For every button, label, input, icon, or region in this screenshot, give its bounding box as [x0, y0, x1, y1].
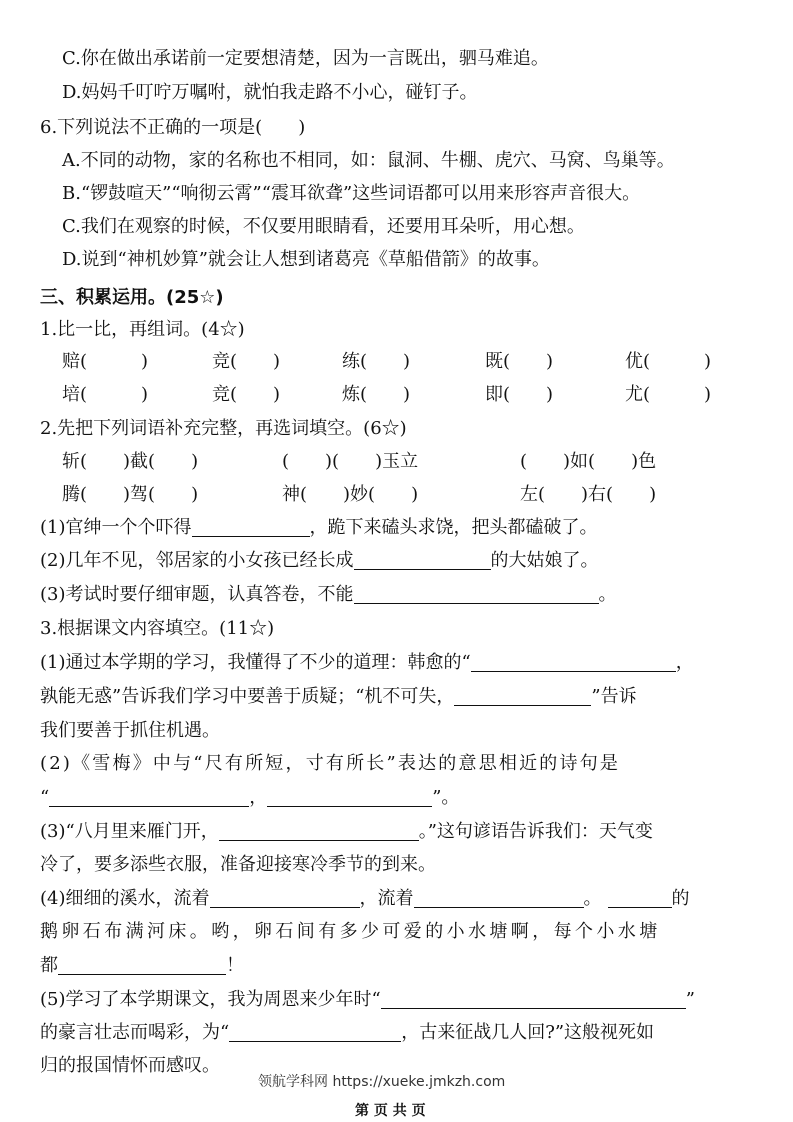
part2-idiom: 斩( )截( ) — [62, 451, 199, 472]
part2-idiom: ( )( )玉立 — [282, 451, 419, 472]
page-number: 第 页 共 页 — [355, 1103, 426, 1119]
q6-option-c: C.我们在观察的时候，不仅要用眼睛看，还要用耳朵听，用心想。 — [62, 216, 585, 237]
answer-blank[interactable] — [414, 887, 584, 908]
answer-blank[interactable] — [354, 583, 599, 604]
answer-blank[interactable] — [608, 887, 672, 908]
part2-idiom: 神( )妙( ) — [282, 484, 419, 505]
part1-item: 即( ) — [485, 384, 554, 405]
part1-stem: 1.比一比，再组词。(4☆) — [40, 319, 245, 340]
answer-blank[interactable] — [381, 988, 686, 1009]
q6-stem: 6.下列说法不正确的一项是( ) — [40, 117, 306, 138]
part3-item-2-line2: “ ， ”。 — [40, 787, 460, 808]
part2-sentence-3: (3)考试时要仔细审题，认真答卷，不能 。 — [40, 584, 617, 605]
part2-idiom: 腾( )驾( ) — [62, 484, 199, 505]
part2-sentence-2: (2)几年不见，邻居家的小女孩已经长成 的大姑娘了。 — [40, 550, 599, 571]
part1-item: 尤( ) — [625, 384, 712, 405]
part3-item-4-line1: (4)细细的溪水，流着 ，流着 。 的 — [40, 888, 690, 909]
part1-item: 赔( ) — [62, 351, 149, 372]
watermark: 领航学科网 https://xueke.jmkzh.com — [258, 1074, 506, 1090]
part1-item: 优( ) — [625, 351, 712, 372]
part3-item-1-line1: (1)通过本学期的学习，我懂得了不少的道理：韩愈的“ ， — [40, 652, 694, 673]
part3-item-3-line2: 冷了，要多添些衣服，准备迎接寒冷季节的到来。 — [40, 854, 436, 875]
section-title: 三、积累运用。(25☆) — [40, 287, 224, 308]
q6-option-d: D.说到“神机妙算”就会让人想到诸葛亮《草船借箭》的故事。 — [62, 249, 550, 270]
part3-item-1-line2: 孰能无惑”告诉我们学习中要善于质疑；“机不可失， ”告诉 — [40, 686, 637, 707]
part3-item-5-line3: 归的报国情怀而感叹。 — [40, 1055, 220, 1076]
part3-stem: 3.根据课文内容填空。(11☆) — [40, 618, 275, 639]
part2-idiom: ( )如( )色 — [520, 451, 657, 472]
part1-item: 炼( ) — [342, 384, 411, 405]
answer-blank[interactable] — [49, 786, 249, 807]
part3-item-4-line3: 都 ！ — [40, 955, 244, 976]
q6-option-b: B.“锣鼓喧天”“响彻云霄”“震耳欲聋”这些词语都可以用来形容声音很大。 — [62, 183, 641, 204]
answer-blank[interactable] — [229, 1021, 401, 1042]
answer-blank[interactable] — [267, 786, 432, 807]
answer-blank[interactable] — [58, 954, 226, 975]
answer-blank[interactable] — [210, 887, 360, 908]
answer-blank[interactable] — [454, 685, 591, 706]
answer-blank[interactable] — [354, 549, 491, 570]
part2-sentence-1: (1)官绅一个个吓得 ，跪下来磕头求饶，把头都磕破了。 — [40, 517, 598, 538]
part2-idiom: 左( )右( ) — [520, 484, 657, 505]
part1-item: 练( ) — [342, 351, 411, 372]
part3-item-1-line3: 我们要善于抓住机遇。 — [40, 720, 220, 741]
part3-item-5-line2: 的豪言壮志而喝彩，为“ ，古来征战几人回?”这般视死如 — [40, 1022, 655, 1043]
answer-blank[interactable] — [192, 516, 310, 537]
part3-item-4-line2: 鹅卵石布满河床。哟，卵石间有多少可爱的小水塘啊，每个小水塘 — [40, 921, 661, 942]
q5-option-d: D.妈妈千叮咛万嘱咐，就怕我走路不小心，碰钉子。 — [62, 82, 478, 103]
answer-blank[interactable] — [219, 820, 419, 841]
part1-item: 既( ) — [485, 351, 554, 372]
q6-option-a: A.不同的动物，家的名称也不相同，如：鼠洞、牛棚、虎穴、马窝、鸟巢等。 — [62, 150, 675, 171]
part1-item: 竞( ) — [212, 384, 281, 405]
part1-item: 竞( ) — [212, 351, 281, 372]
part2-stem: 2.先把下列词语补充完整，再选词填空。(6☆) — [40, 418, 407, 439]
part3-item-3-line1: (3)“八月里来雁门开， 。”这句谚语告诉我们：天气变 — [40, 821, 653, 842]
q5-option-c: C.你在做出承诺前一定要想清楚，因为一言既出，驷马难追。 — [62, 48, 549, 69]
answer-blank[interactable] — [471, 651, 676, 672]
part3-item-2-line1: (2)《雪梅》中与“尺有所短，寸有所长”表达的意思相近的诗句是 — [40, 753, 621, 774]
part3-item-5-line1: (5)学习了本学期课文，我为周恩来少年时“ ” — [40, 989, 695, 1010]
part1-item: 培( ) — [62, 384, 149, 405]
